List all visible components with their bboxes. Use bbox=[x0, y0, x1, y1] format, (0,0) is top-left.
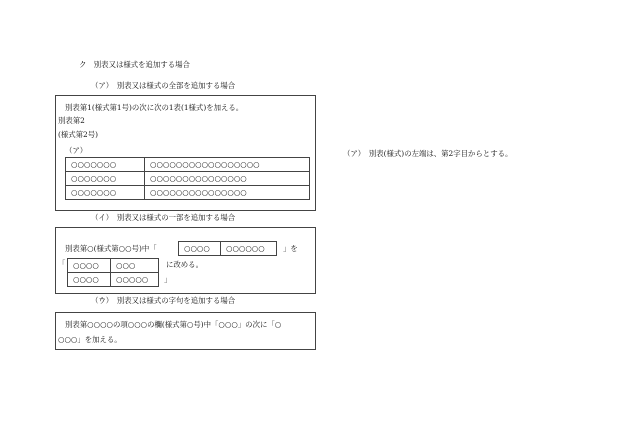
side-note: （ア） 別表(様式)の左端は、第2字目からとする。 bbox=[343, 149, 513, 158]
box1-line4: （ア） bbox=[65, 146, 88, 155]
table-cell: ○○○○○ bbox=[111, 273, 159, 287]
box1-line1: 別表第1(様式第1号)の次に次の1表(1様式)を加える。 bbox=[65, 103, 244, 112]
box2-mid: に改める。 bbox=[166, 260, 203, 269]
box-add-whole-table bbox=[55, 95, 316, 211]
heading-u: （ウ） 別表又は様式の字句を追加する場合 bbox=[91, 296, 236, 305]
table-cell: ○○○○○○○ bbox=[66, 186, 145, 200]
box-add-phrase bbox=[55, 312, 316, 350]
table-cell: ○○○○ bbox=[68, 259, 111, 273]
heading-i: （イ） 別表又は様式の一部を追加する場合 bbox=[91, 213, 236, 222]
box3-line1: 別表第○○○○の項○○○の欄(様式第○号)中「○○○」の次に「○ bbox=[65, 320, 282, 329]
box2-close: 」 bbox=[164, 275, 172, 284]
table-cell: ○○○○○○○ bbox=[66, 158, 145, 172]
box1-line3: (様式第2号) bbox=[58, 130, 99, 139]
table-row bbox=[66, 172, 310, 186]
box1-line2: 別表第2 bbox=[58, 116, 85, 125]
box3-line2: ○○○」を加える。 bbox=[58, 335, 122, 344]
table-row bbox=[68, 273, 159, 287]
box2-open: 「 bbox=[58, 259, 66, 268]
table-cell: ○○○○○○○○○○○○○○○ bbox=[145, 172, 310, 186]
table-cell: ○○○○ bbox=[179, 242, 221, 256]
table-row bbox=[66, 158, 310, 172]
table-cell: ○○○ bbox=[111, 259, 159, 273]
table-row bbox=[179, 242, 277, 256]
table-cell: ○○○○○○○○○○○○○○○○○ bbox=[145, 158, 310, 172]
box2-post: 」を bbox=[283, 244, 298, 253]
heading-a: （ア） 別表又は様式の全部を追加する場合 bbox=[91, 81, 236, 90]
table-cell: ○○○○○○ bbox=[221, 242, 277, 256]
table-cell: ○○○○○○○○○○○○○○○ bbox=[145, 186, 310, 200]
table-row bbox=[66, 186, 310, 200]
table-row bbox=[68, 259, 159, 273]
table-cell: ○○○○ bbox=[68, 273, 111, 287]
box1-table bbox=[65, 157, 310, 200]
box2-pre: 別表第○(様式第○○号)中「 bbox=[65, 244, 157, 253]
box2-table-new bbox=[67, 258, 159, 287]
box2-table-old bbox=[178, 241, 277, 256]
heading-ku: ク 別表又は様式を追加する場合 bbox=[79, 60, 190, 69]
box-add-part-table bbox=[55, 227, 316, 294]
table-cell: ○○○○○○○ bbox=[66, 172, 145, 186]
